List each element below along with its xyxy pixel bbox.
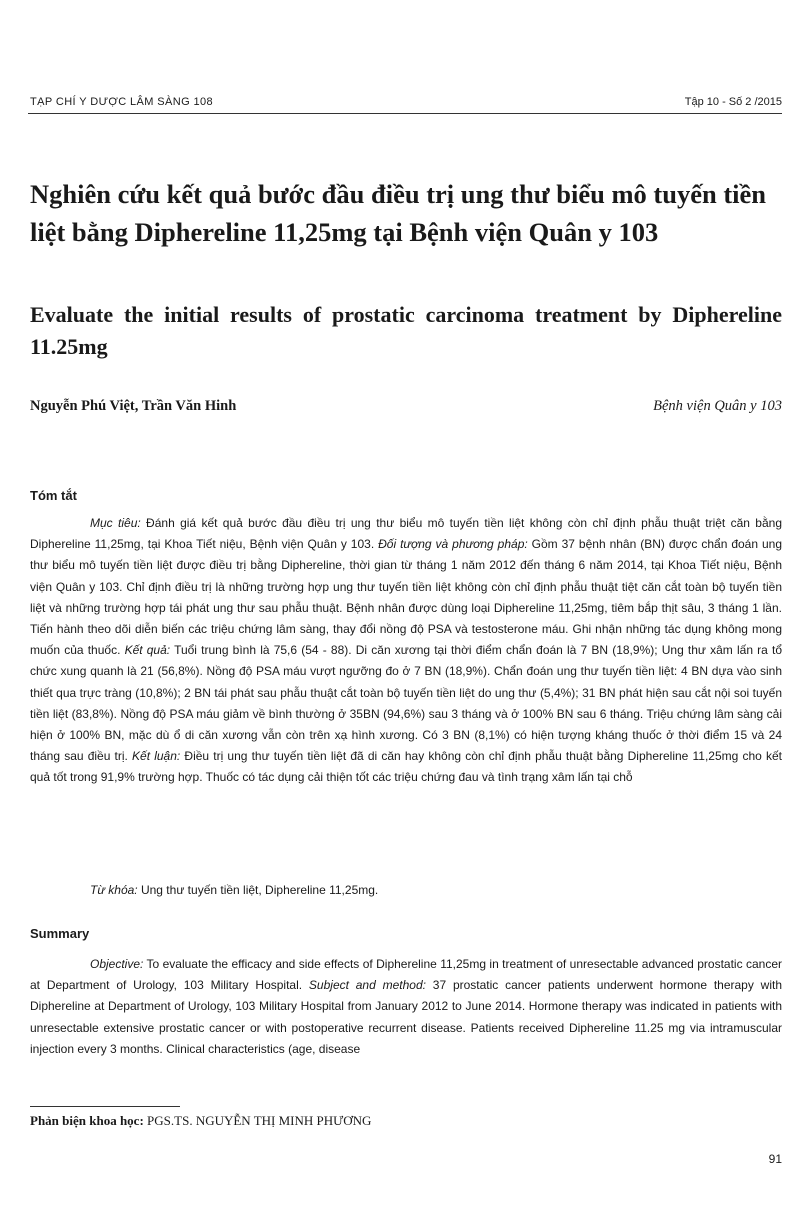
title-vietnamese: Nghiên cứu kết quả bước đầu điều trị ung thư biểu mô tuyến tiền liệt bằng Diphereline 11,25mg tại Bệnh viện Quân y 103 bbox=[30, 179, 767, 247]
page-number: 91 bbox=[768, 1152, 782, 1166]
conclusion-text: Điều trị ung thư tuyến tiền liệt đã di căn hay không còn chỉ định phẫu thuật bằng Diphereline 11,25mg cho kết quả tốt trong 91,9% trường hợp. Thuốc có tác dụng cải thiện tốt các triệu chứng đau và tình trạng xâm lấn tại chỗ bbox=[30, 749, 782, 785]
summary-method-text: 37 prostatic cancer patients underwent hormone therapy with Diphereline at Department of Urology, 103 Military Hospital from January 2012 to June 2014. Hormone therapy was indicated in patients with unresectable extensive prostatic cancer or with postoperative recurrent disease. Patients received Diphereline 11.25 mg via intramuscular injection every 3 months. Clinical characteristics (age, disease bbox=[30, 978, 782, 1056]
footnote-divider bbox=[30, 1106, 180, 1107]
reviewer-note bbox=[30, 1113, 371, 1129]
results-label: Kết quả: bbox=[124, 643, 171, 658]
keywords bbox=[90, 883, 378, 897]
summary-objective-text: To evaluate the efficacy and side effects of Diphereline 11,25mg in treatment of unresectable advanced prostatic cancer at Department of Urology, 103 Military Hospital. bbox=[30, 957, 782, 993]
reviewer-name: PGS.TS. NGUYỄN THỊ MINH PHƯƠNG bbox=[143, 1113, 372, 1128]
abstract-vietnamese bbox=[30, 513, 782, 789]
keywords-label: Từ khóa: bbox=[90, 883, 138, 897]
journal-name: TẠP CHÍ Y DƯỢC LÂM SÀNG 108 bbox=[30, 96, 214, 108]
objective-label: Mục tiêu: bbox=[90, 516, 141, 530]
summary-method-label: Subject and method: bbox=[308, 978, 426, 993]
authors: Nguyễn Phú Việt, Trần Văn Hinh bbox=[30, 398, 237, 414]
results-text: Tuổi trung bình là 75,6 (54 - 88). Di căn xương tại thời điểm chẩn đoán là 7 BN (18,9%); Ung thư xâm lấn ra tổ chức xung quanh là 21 (56,8%). Nồng độ PSA máu vượt ngưỡng đo ở 7 BN (18,9%). Chẩn đoán ung thư tuyến tiền liệt: 4 BN dựa vào sinh thiết qua trực tràng (10,8%); 2 BN tái phát sau phẫu thuật cắt toàn bộ tuyến tiền liệt do ung thư (5,4%); 31 BN phát hiện sau cắt nội soi tuyến tiền liệt (83,8%). Nồng độ PSA máu giảm về bình thường ở 35BN (94,6%) sau 3 tháng và ở 100% BN sau 6 tháng. Triệu chứng lâm sàng cải hiện ở 100% BN, mặc dù ổ di căn xương vẫn còn trên xạ hình xương. Có 3 BN (8,1%) có hiện tượng kháng thuốc ở thời điểm 15 và 24 tháng sau điều trị. bbox=[30, 643, 783, 764]
keywords-text: Ung thư tuyến tiền liệt, Diphereline 11,25mg. bbox=[137, 883, 379, 897]
reviewer-label: Phản biện khoa học: bbox=[30, 1113, 144, 1128]
method-text: Gồm 37 bệnh nhân (BN) được chẩn đoán ung thư biểu mô tuyến tiền liệt được điều trị bằng Diphereline, thời gian từ tháng 1 năm 2012 đến tháng 6 năm 2014, tại Khoa Tiết niệu, Bệnh viện Quân y 103. Chỉ định điều trị là những trường hợp ung thư tuyến tiền liệt không còn chỉ định phẫu thuật tiệt căn cắt toàn bộ tuyến tiền liệt và những trường hợp tái phát ung thư sau phẫu thuật. Bệnh nhân được dùng loại Diphereline 11,25mg, tiêm bắp thịt sâu, 3 tháng 1 lần. Tiến hành theo dõi diễn biến các triệu chứng lâm sàng, thay đổi nồng độ PSA và testosterone máu. Ghi nhận những tác dụng không mong muốn của thuốc. bbox=[30, 537, 782, 658]
affiliation: Bệnh viện Quân y 103 bbox=[653, 398, 782, 414]
summary-objective-label: Objective: bbox=[90, 957, 144, 971]
summary-english bbox=[30, 954, 782, 1060]
header-divider bbox=[28, 113, 782, 114]
title-english: Evaluate the initial results of prostatic carcinoma treatment by Diphereline 11.25mg bbox=[30, 302, 782, 359]
abstract-heading: Tóm tắt bbox=[30, 488, 77, 503]
issue-number: Tập 10 - Số 2 /2015 bbox=[684, 96, 782, 108]
method-label: Đối tượng và phương pháp: bbox=[378, 537, 528, 552]
summary-heading: Summary bbox=[30, 926, 90, 941]
conclusion-label: Kết luận: bbox=[132, 749, 181, 764]
objective-text: Đánh giá kết quả bước đầu điều trị ung thư biểu mô tuyến tiền liệt không còn chỉ định phẫu thuật triệt căn bằng Diphereline 11,25mg, tại Khoa Tiết niệu, Bệnh viện Quân y 103. bbox=[30, 516, 782, 552]
